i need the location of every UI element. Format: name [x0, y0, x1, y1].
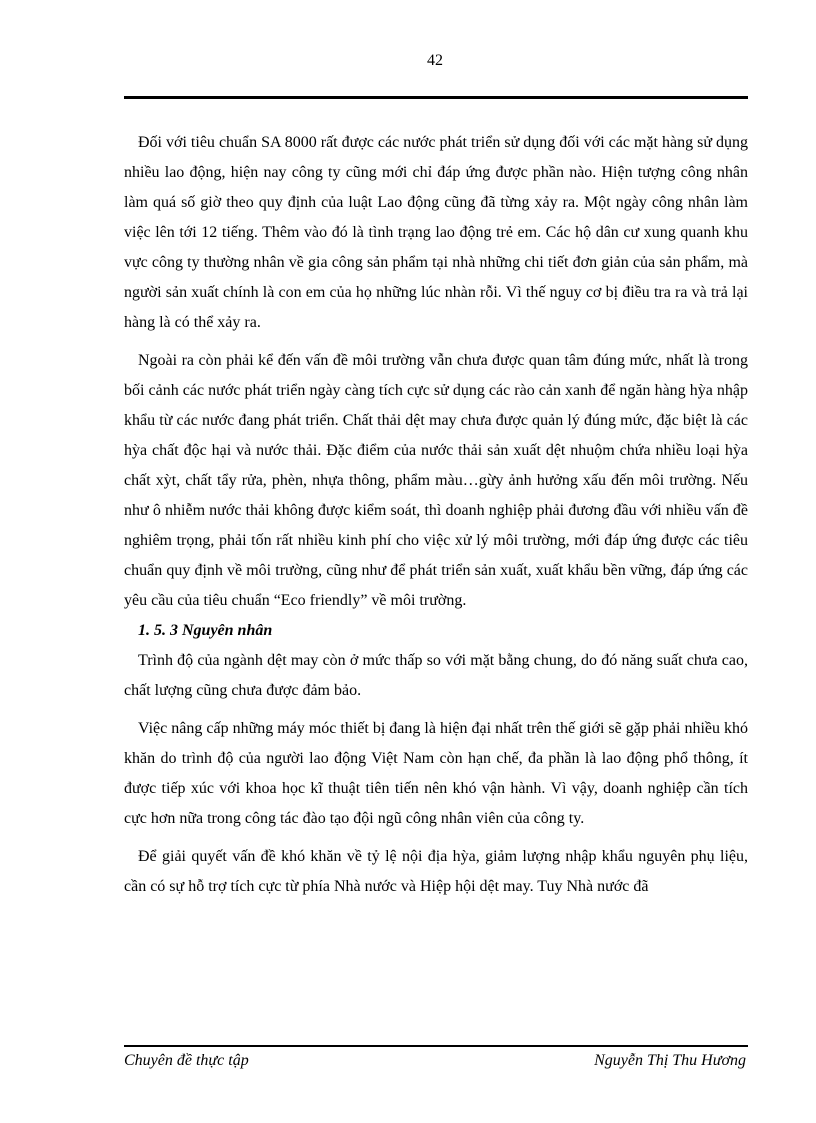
- header-rule: [124, 96, 748, 99]
- footer-rule: [124, 1045, 748, 1047]
- footer-left-title: Chuyên đề thực tập: [124, 1052, 249, 1069]
- document-body: [124, 128, 748, 902]
- paragraph-skill-level: Trình độ của ngành dệt may còn ở mức thấp so với mặt bằng chung, do đó năng suất chưa cao, chất lượng cũng chưa được đảm bảo.: [124, 652, 748, 699]
- paragraph-equipment: Việc nâng cấp những máy móc thiết bị đang là hiện đại nhất trên thế giới sẽ gặp phải nhiều khó khăn do trình độ của người lao động Việt Nam còn hạn chế, đa phần là lao động phổ thông, ít được tiếp xúc với khoa học kĩ thuật tiên tiến nên khó vận hành. Vì vậy, doanh nghiệp cần tích cực hơn nữa trong công tác đào tạo đội ngũ công nhân viên của công ty.: [124, 720, 748, 827]
- paragraph-environment: Ngoài ra còn phải kể đến vấn đề môi trường vẫn chưa được quan tâm đúng mức, nhất là trong bối cảnh các nước phát triển ngày càng tích cực sử dụng các rào cản xanh để ngăn hàng hỳa nhập khẩu từ các nước đang phát triển. Chất thải dệt may chưa được quản lý đúng mức, đặc biệt là các hỳa chất độc hại và nước thải. Đặc điểm của nước thải sản xuất dệt nhuộm chứa nhiều loại hỳa chất xỳt, chất tẩy rửa, phèn, nhựa thông, phẩm màu…gừy ảnh hưởng xấu đến môi trường. Nếu như ô nhiễm nước thải không được kiểm soát, thì doanh nghiệp phải đương đầu với nhiều vấn đề nghiêm trọng, phải tốn rất nhiều kinh phí cho việc xử lý môi trường, mới đáp ứng được các tiêu chuẩn quy định về môi trường, cũng như để phát triển sản xuất, xuất khẩu bền vững, đáp ứng các yêu cầu của tiêu chuẩn “Eco friendly” về môi trường.: [124, 352, 748, 609]
- paragraph-localization: Để giải quyết vấn đề khó khăn về tỷ lệ nội địa hỳa, giảm lượng nhập khẩu nguyên phụ liệu, cần có sự hỗ trợ tích cực từ phía Nhà nước và Hiệp hội dệt may. Tuy Nhà nước đã: [124, 848, 748, 895]
- paragraph-sa8000: Đối với tiêu chuẩn SA 8000 rất được các nước phát triển sử dụng đối với các mặt hàng sử dụng nhiều lao động, hiện nay công ty cũng mới chỉ đáp ứng được phần nào. Hiện tượng công nhân làm quá số giờ theo quy định của luật Lao động cũng đã từng xảy ra. Một ngày công nhân làm việc lên tới 12 tiếng. Thêm vào đó là tình trạng lao động trẻ em. Các hộ dân cư xung quanh khu vực công ty thường nhân về gia công sản phẩm tại nhà những chi tiết đơn giản của sản phẩm, mà người sản xuất chính là con em của họ những lúc nhàn rỗi. Vì thế nguy cơ bị điều tra ra và trả lại hàng là có thể xảy ra.: [124, 134, 748, 331]
- page-number: 42: [427, 52, 443, 69]
- footer-right-author: Nguyễn Thị Thu Hương: [594, 1052, 746, 1069]
- section-heading: 1. 5. 3 Nguyên nhân: [138, 622, 273, 639]
